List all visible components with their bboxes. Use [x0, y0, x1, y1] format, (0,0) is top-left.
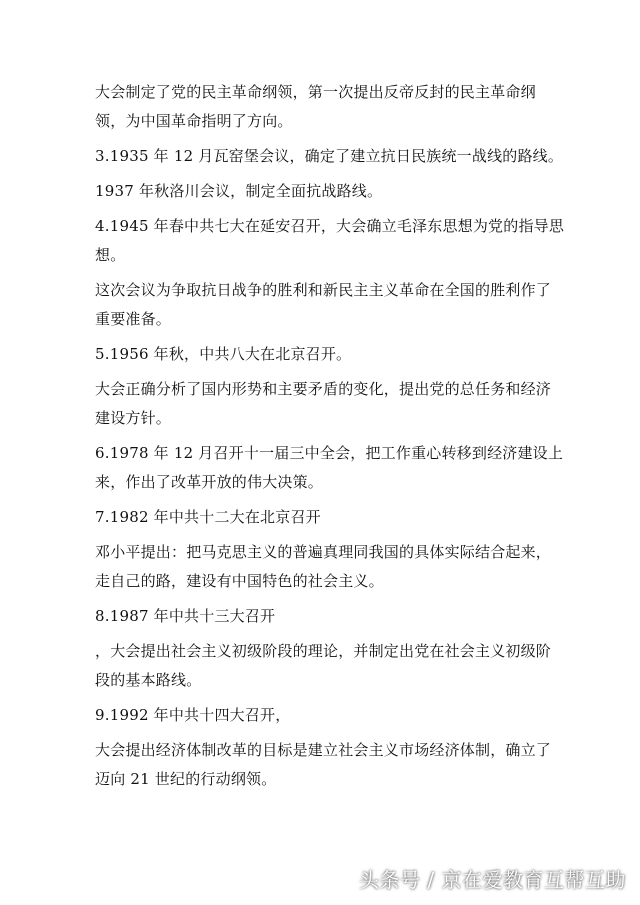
- paragraph: 邓小平提出：把马克思主义的普遍真理同我国的具体实际结合起来，走自己的路，建设有中国特色的社会主义。: [95, 543, 552, 590]
- paragraph: 4.1945 年春中共七大在延安召开，大会确立毛泽东思想为党的指导思想。: [95, 217, 565, 264]
- paragraph: 9.1992 年中共十四大召开，: [95, 706, 291, 724]
- paragraph: 大会制定了党的民主革命纲领，第一次提出反帝反封的民主革命纲领，为中国革命指明了方向。: [95, 83, 536, 130]
- paragraph: 3.1935 年 12 月瓦窑堡会议，确定了建立抗日民族统一战线的路线。: [95, 147, 564, 165]
- paragraph: 大会正确分析了国内形势和主要矛盾的变化，提出党的总任务和经济建设方针。: [95, 380, 552, 427]
- paragraph: 7.1982 年中共十二大在北京召开: [95, 508, 321, 526]
- paragraph: 8.1987 年中共十三大召开: [95, 607, 276, 625]
- paragraph: ，大会提出社会主义初级阶段的理论，并制定出党在社会主义初级阶段的基本路线。: [95, 642, 552, 689]
- paragraph: 6.1978 年 12 月召开十一届三中全会，把工作重心转移到经济建设上来，作出了改革开放的伟大决策。: [95, 444, 564, 491]
- paragraph: 1937 年秋洛川会议，制定全面抗战路线。: [95, 182, 383, 200]
- paragraph: 大会提出经济体制改革的目标是建立社会主义市场经济体制，确立了迈向 21 世纪的行动纲领。: [95, 741, 552, 788]
- document-body: [95, 78, 565, 800]
- watermark: 头条号 / 京在爱教育互帮互助: [359, 868, 626, 892]
- paragraph: 5.1956 年秋，中共八大在北京召开。: [95, 345, 352, 363]
- paragraph: 这次会议为争取抗日战争的胜利和新民主主义革命在全国的胜利作了重要准备。: [95, 281, 552, 328]
